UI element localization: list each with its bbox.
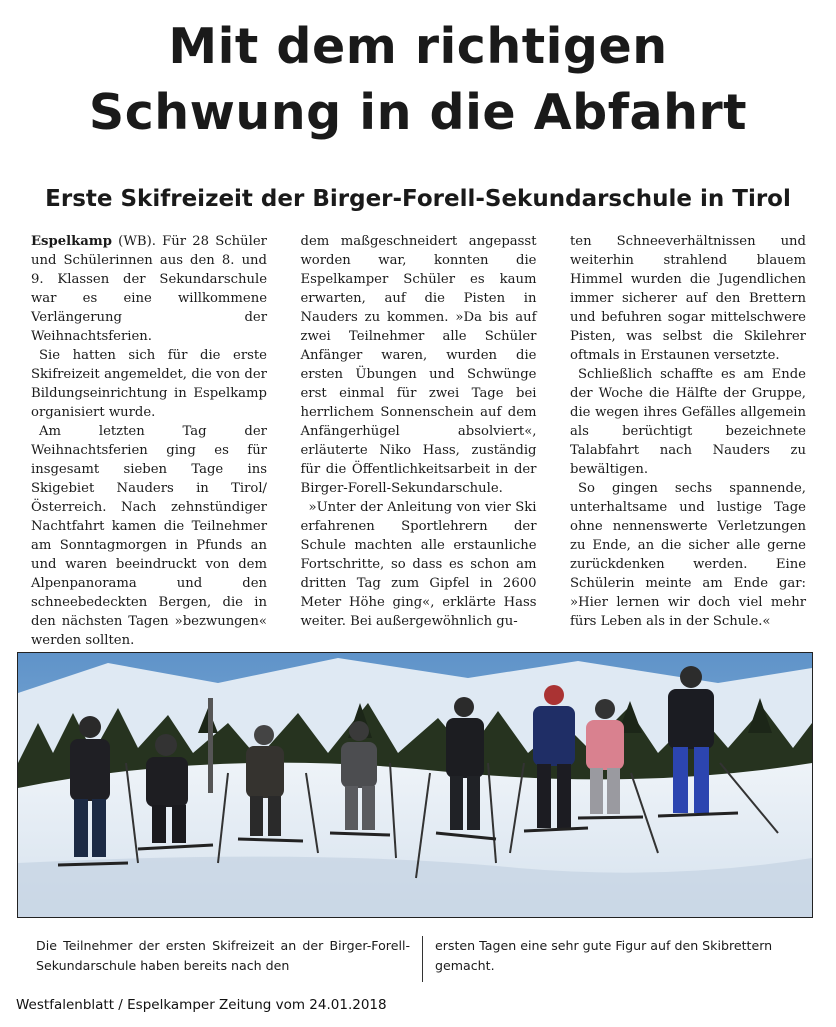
caption-right: ersten Tagen eine sehr gute Figur auf den Skibrettern gemacht. — [435, 938, 773, 973]
lead-place: Espelkamp — [31, 234, 112, 249]
column-3 — [570, 232, 806, 642]
caption-left: Die Teilnehmer der ersten Skifreizeit an der Birger-Forell-Sekundarschule haben bereits nach den — [36, 936, 423, 982]
headline-line-1: Mit dem richtigen — [168, 18, 668, 75]
subheadline: Erste Skifreizeit der Birger-Forell-Sekundarschule in Tirol — [45, 186, 791, 212]
paragraph: Schließlich schaffte es am Ende der Woche die Hälfte der Gruppe, die wegen ihres Gefälles allgemein als berüchtigt bezeichnete Talabfahrt nach Nauders zu bewältigen. — [570, 367, 806, 477]
paragraph: Sie hatten sich für die erste Skifreizeit angemeldet, die von der Bildungseinrichtung in Espelkamp organisiert wurde. — [31, 348, 267, 420]
group-photo — [17, 652, 813, 918]
headline — [0, 14, 836, 146]
article-body — [31, 232, 806, 648]
lift-pole — [208, 698, 213, 793]
paragraph-text: (WB). Für 28 Schüler und Schülerinnen aus den 8. und 9. Klassen der Sekundarschule war es eine willkommene Verlängerung der Weihnachtsferien. — [31, 234, 267, 344]
paragraph: So gingen sechs spannende, unterhaltsame und lustige Tage ohne nennenswerte Verletzungen zu Ende, an die sicher alle gerne zurückdenken werden. Eine Schülerin meinte am Ende gar: »Hier lernen wir doch viel mehr fürs Leben als in der Schule.« — [570, 481, 806, 629]
paragraph: dem maßgeschneidert angepasst worden war, konnten die Espelkamper Schüler es kaum erwarten, auf die Pisten in Nauders zu kommen. »Da bis auf zwei Teilnehmer alle Schüler Anfänger waren, wurden die ersten Übungen und Schwünge erst einmal für zwei Tage bei herrlichem Sonnenschein auf dem Anfängerhügel absolviert«, erläuterte Niko Hass, zuständig für die Öffentlichkeitsarbeit in der Birger-Forell-Sekundarschule. — [300, 234, 537, 496]
paragraph: »Unter der Anleitung von vier Ski erfahrenen Sportlehrern der Schule machten alle erstaunliche Fortschritte, so dass es schon am dritten Tag zum Gipfel in 2600 Meter Höhe ging«, erklärte Hass weiter. Bei außergewöhnlich gu- — [300, 500, 537, 629]
paragraph: ten Schneeverhältnissen und weiterhin strahlend blauem Himmel wurden die Jugendlichen immer sicherer auf den Brettern und befuhren sogar mittelschwere Pisten, was selbst die Skilehrer oftmals in Erstaunen versetzte. — [570, 234, 806, 363]
photo-caption — [36, 936, 796, 982]
paragraph: Am letzten Tag der Weihnachtsferien ging es für insgesamt sieben Tage ins Skigebiet Nauders in Tirol/Österreich. Nach zehnstündiger Nachtfahrt kamen die Teilnehmer am Sonntagmorgen in Pfunds an und waren beeindruckt von dem Alpenpanorama und den schneebedeckten Bergen, die in den nächsten Tagen »bezwungen« werden sollten. — [31, 424, 267, 648]
paragraph — [31, 232, 267, 346]
source-line: Westfalenblatt / Espelkamper Zeitung vom 24.01.2018 — [16, 997, 387, 1013]
column-2 — [301, 232, 537, 642]
column-1 — [31, 232, 267, 648]
headline-line-2: Schwung in die Abfahrt — [88, 84, 748, 141]
photo-illustration — [18, 653, 812, 917]
